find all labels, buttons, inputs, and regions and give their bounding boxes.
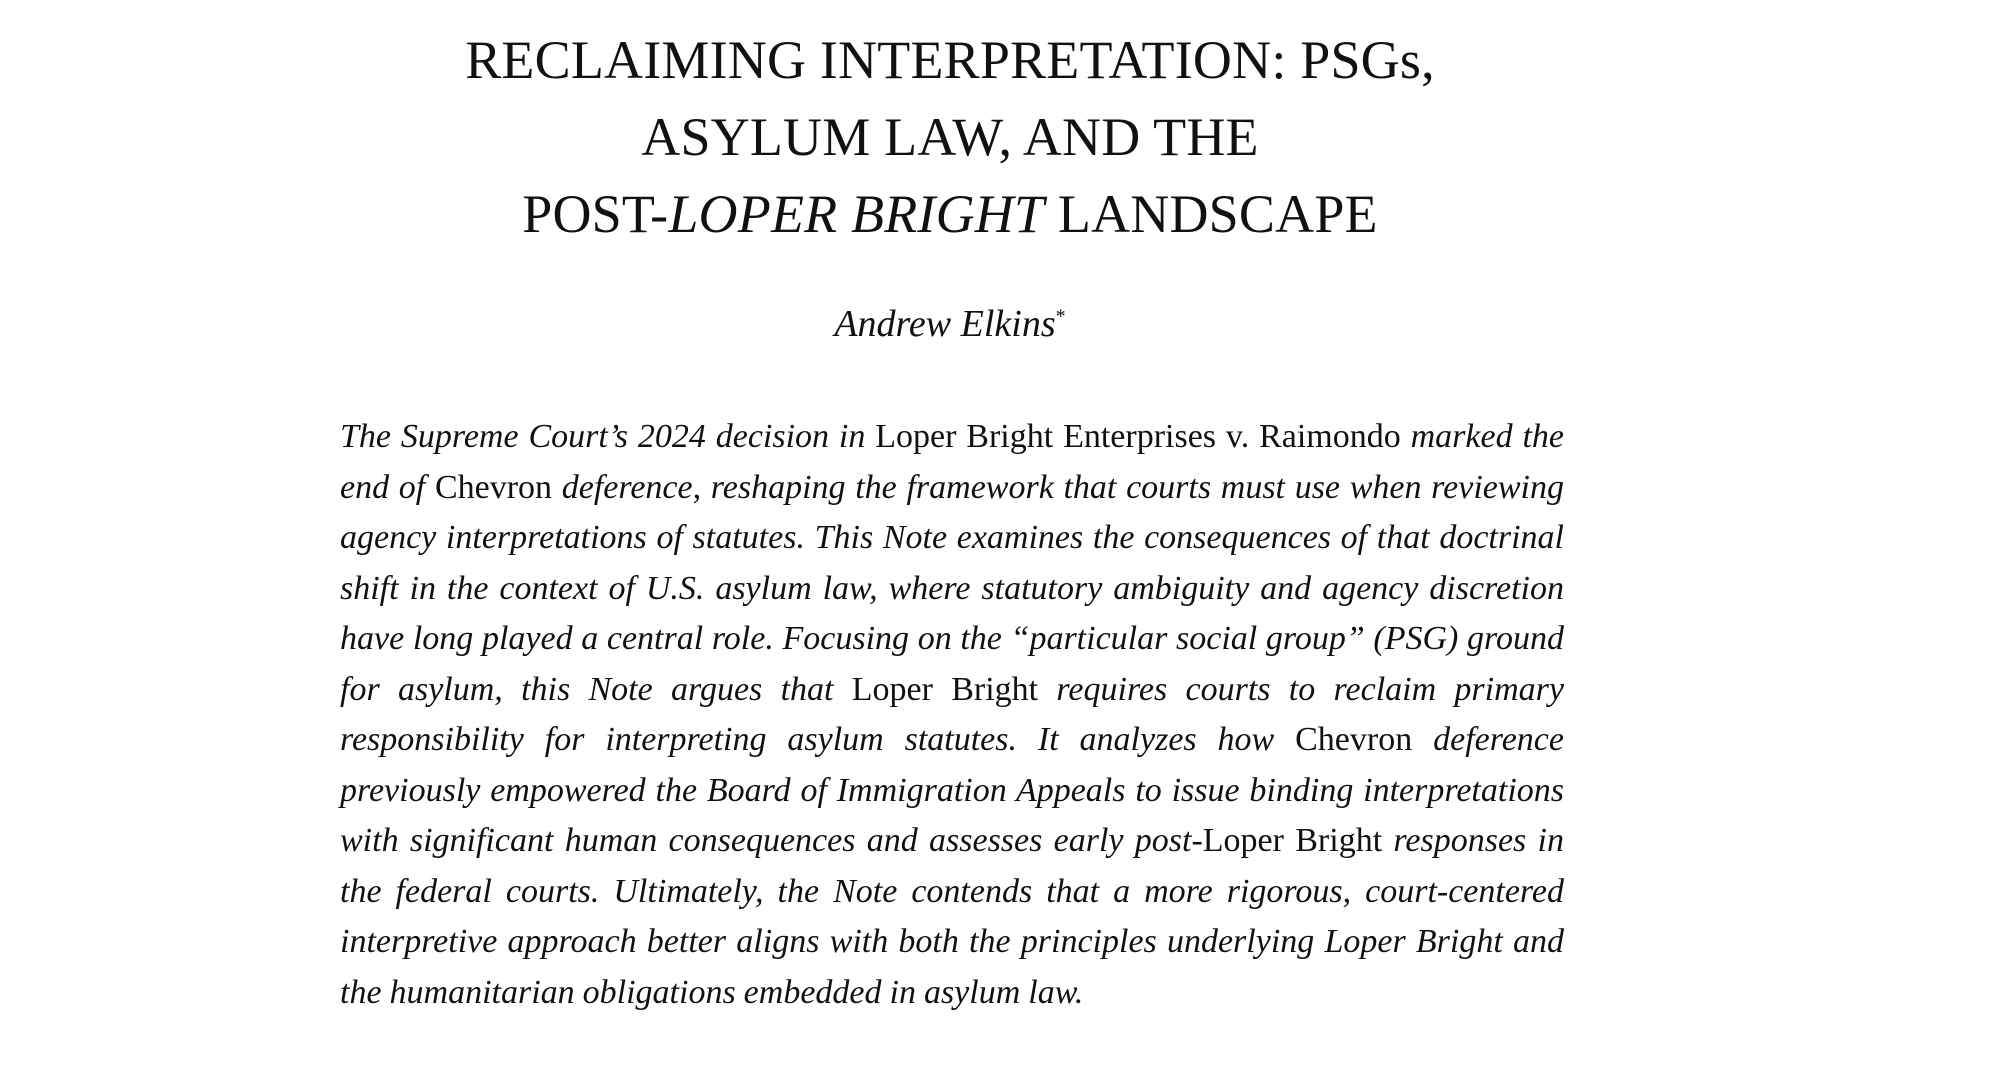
title-line-2: ASYLUM LAW, AND THE — [641, 107, 1259, 167]
abstract-text: responses in the federal courts. Ultimately, the Note contends that a more rigorous, court-centered interpretive approach better aligns with both the principles underlying Loper Bright and the humanitarian obligations embedded in asylum law. — [340, 822, 1564, 1011]
title-line-3-prefix: POST- — [522, 184, 669, 244]
author-name: Andrew Elkins — [834, 303, 1056, 345]
case-name-chevron: Chevron — [434, 468, 553, 506]
title-line-1: RECLAIMING INTERPRETATION: PSGs, — [465, 30, 1435, 90]
abstract-text: The Supreme Court’s 2024 decision in — [340, 418, 876, 455]
title-case-name: LOPER BRIGHT — [668, 184, 1045, 244]
abstract-text: deference previously empowered the Board of Immigration Appeals to issue binding interpretations with significant human consequences and assesses early post- — [340, 721, 1564, 859]
author-footnote-mark: * — [1055, 305, 1066, 328]
abstract-text: requires courts to reclaim primary responsibility for interpreting asylum statutes. It analyzes how — [340, 670, 1564, 758]
article-title — [340, 22, 1560, 253]
case-name-loper-bright: Loper Bright — [1202, 822, 1383, 859]
title-line-3-suffix: LANDSCAPE — [1044, 184, 1378, 244]
author-byline — [340, 300, 1560, 348]
abstract-paragraph — [340, 412, 1564, 1018]
case-name-loper-bright: Loper Bright — [851, 670, 1039, 708]
abstract-text: deference, reshaping the framework that courts must use when reviewing agency interpretations of statutes. This Note examines the consequences of that doctrinal shift in the context of U.S. asylum law, where statutory ambiguity and agency discretion have long played a central role. Focusing on the “particular social group” (PSG) ground for asylum, this Note argues that — [340, 468, 1564, 708]
case-name-loper-bright-enterprises: Loper Bright Enterprises v. Raimondo — [875, 418, 1401, 455]
case-name-chevron: Chevron — [1295, 721, 1413, 758]
title-line-3 — [340, 176, 1560, 253]
abstract-text: marked the end of — [340, 418, 1564, 506]
